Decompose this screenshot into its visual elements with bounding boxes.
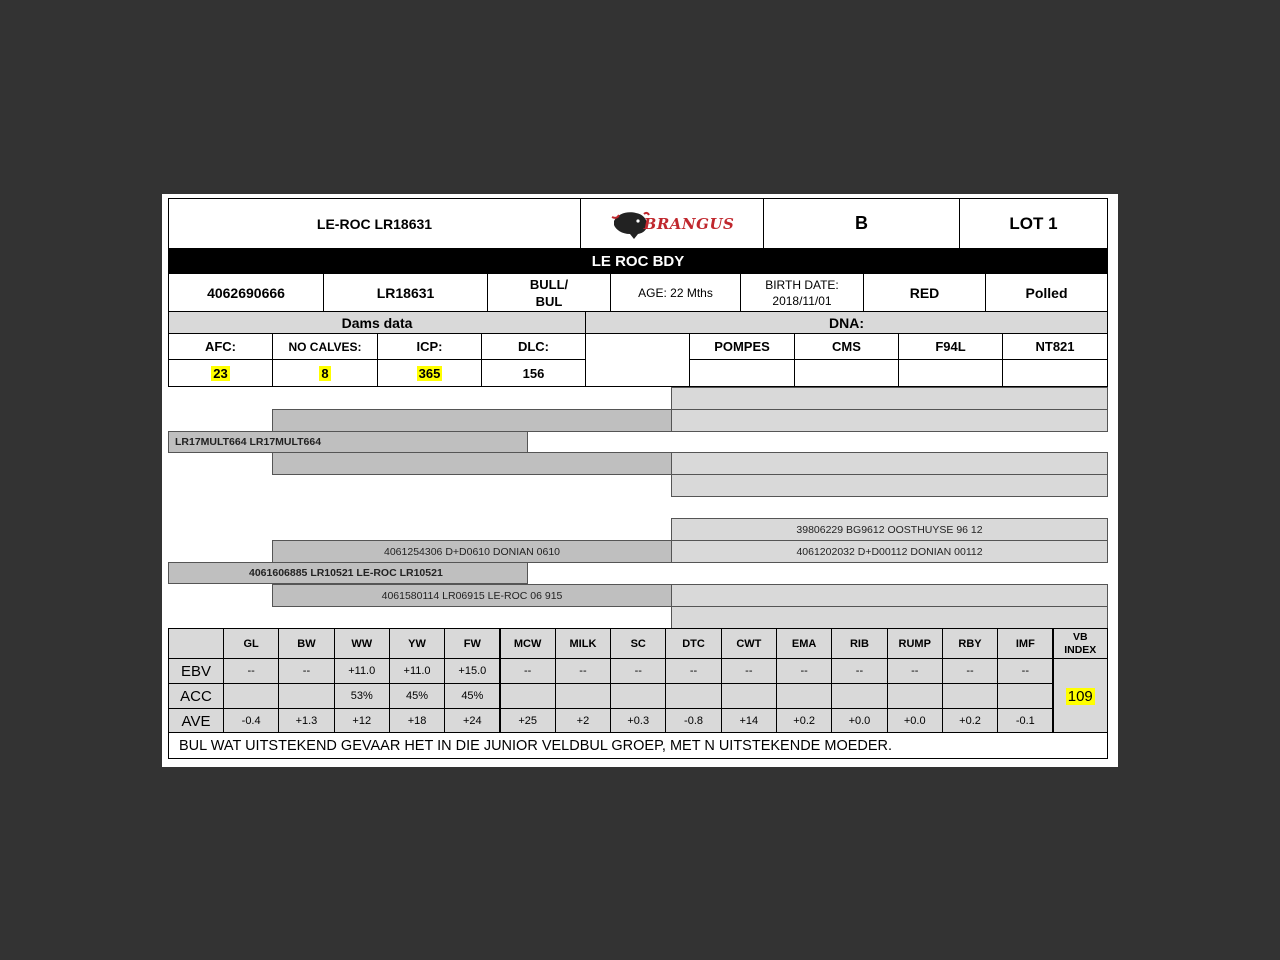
pedigree-sire-sire-dam <box>671 409 1108 432</box>
no-calves-value <box>272 359 378 387</box>
ebv-value <box>942 683 998 709</box>
ebv-value: -- <box>500 658 556 684</box>
ebv-value: +18 <box>389 708 445 734</box>
ebv-value <box>500 683 556 709</box>
pedigree-sire-sire <box>272 409 672 432</box>
sex-line-2: BUL <box>535 293 563 309</box>
ebv-value: +15.0 <box>444 658 500 684</box>
no-calves-value-text: 8 <box>321 365 329 381</box>
ebv-row-label: EBV <box>168 658 224 684</box>
dna-nt821-label: NT821 <box>1002 333 1108 360</box>
ebv-value <box>610 683 666 709</box>
ebv-col-header: MCW <box>500 628 556 659</box>
birth-date-label: BIRTH DATE: <box>765 277 839 292</box>
sex <box>487 273 611 312</box>
ebv-value: -- <box>887 658 943 684</box>
birth-date <box>740 273 864 312</box>
ebv-value: +1.3 <box>278 708 334 734</box>
ebv-value: +14 <box>721 708 777 734</box>
dlc-label: DLC: <box>481 333 586 360</box>
pedigree-dam-sire: 4061254306 D+D0610 DONIAN 0610 <box>272 540 672 563</box>
ebv-value: 45% <box>444 683 500 709</box>
ebv-value: 45% <box>389 683 445 709</box>
ebv-value <box>997 683 1053 709</box>
ebv-col-header: BW <box>278 628 334 659</box>
ebv-value <box>278 683 334 709</box>
animal-name: LE ROC BDY <box>168 248 1108 274</box>
ebv-col-header: RBY <box>942 628 998 659</box>
ebv-value: 53% <box>334 683 390 709</box>
ebv-value <box>665 683 721 709</box>
horn-status: Polled <box>985 273 1108 312</box>
ebv-col-header: IMF <box>997 628 1053 659</box>
ebv-value: +2 <box>555 708 611 734</box>
pedigree-sire: LR17MULT664 LR17MULT664 <box>168 431 528 453</box>
ebv-col-header: WW <box>334 628 390 659</box>
dna-nt821-value <box>1002 359 1108 387</box>
afc-value <box>168 359 273 387</box>
ebv-value: -- <box>665 658 721 684</box>
ebv-value <box>831 683 887 709</box>
pedigree-dam-dam-dam <box>671 606 1108 629</box>
ebv-value: -- <box>776 658 832 684</box>
ebv-value: -- <box>278 658 334 684</box>
ebv-value <box>776 683 832 709</box>
ebv-value: +0.2 <box>776 708 832 734</box>
ebv-value: -- <box>610 658 666 684</box>
ebv-value: -0.4 <box>223 708 279 734</box>
ebv-value: +11.0 <box>389 658 445 684</box>
brangus-logo <box>580 198 764 249</box>
pedigree-dam-sire-dam: 4061202032 D+D00112 DONIAN 00112 <box>671 540 1108 563</box>
tag-number: LR18631 <box>323 273 488 312</box>
dna-header: DNA: <box>585 311 1108 334</box>
afc-label: AFC: <box>168 333 273 360</box>
ebv-value <box>887 683 943 709</box>
ebv-col-header: FW <box>444 628 500 659</box>
ebv-table <box>168 628 1108 733</box>
birth-date-value: 2018/11/01 <box>772 293 832 308</box>
ebv-value: +0.0 <box>887 708 943 734</box>
pedigree-dam-dam-sire <box>671 584 1108 607</box>
dna-blank <box>585 333 690 387</box>
ebv-value: -0.1 <box>997 708 1053 734</box>
ebv-value: -- <box>555 658 611 684</box>
logo-text: BRANGUS <box>643 214 735 233</box>
ebv-col-header: CWT <box>721 628 777 659</box>
ebv-value: +0.2 <box>942 708 998 734</box>
pedigree-sire-dam-dam <box>671 474 1108 497</box>
age: AGE: 22 Mths <box>610 273 741 312</box>
ebv-value: +0.3 <box>610 708 666 734</box>
ebv-col-header: RIB <box>831 628 887 659</box>
ebv-value <box>223 683 279 709</box>
ebv-value: +11.0 <box>334 658 390 684</box>
comment: BUL WAT UITSTEKEND GEVAAR HET IN DIE JUNIOR VELDBUL GROEP, MET N UITSTEKENDE MOEDER. <box>168 732 1108 759</box>
ebv-col-header: MILK <box>555 628 611 659</box>
no-calves-label: NO CALVES: <box>272 333 378 360</box>
pedigree-sire-dam <box>272 452 672 475</box>
ebv-corner <box>168 628 224 659</box>
ebv-value <box>555 683 611 709</box>
ebv-col-header: RUMP <box>887 628 943 659</box>
dna-pompes-value <box>689 359 795 387</box>
registration-number: 4062690666 <box>168 273 324 312</box>
dna-f94l-label: F94L <box>898 333 1003 360</box>
ebv-value: +24 <box>444 708 500 734</box>
vb-index-label-1: VB <box>1072 630 1088 643</box>
ebv-col-header: SC <box>610 628 666 659</box>
dna-cms-value <box>794 359 899 387</box>
pedigree-sire-sire-sire <box>671 387 1108 410</box>
ebv-value: -0.8 <box>665 708 721 734</box>
ebv-col-header: GL <box>223 628 279 659</box>
ebv-value: +25 <box>500 708 556 734</box>
ebv-value: -- <box>721 658 777 684</box>
vb-index-header <box>1053 628 1109 659</box>
pedigree-sire-dam-sire <box>671 452 1108 475</box>
vb-index-label-2: INDEX <box>1064 643 1097 656</box>
grade: B <box>763 198 960 249</box>
pedigree-dam-dam: 4061580114 LR06915 LE-ROC 06 915 <box>272 584 672 607</box>
ebv-value: -- <box>942 658 998 684</box>
pedigree-dam-sire-sire: 39806229 BG9612 OOSTHUYSE 96 12 <box>671 518 1108 541</box>
lot-card <box>162 194 1118 767</box>
lot-number: LOT 1 <box>959 198 1108 249</box>
ebv-value: -- <box>831 658 887 684</box>
dna-cms-label: CMS <box>794 333 899 360</box>
dna-pompes-label: POMPES <box>689 333 795 360</box>
icp-value-text: 365 <box>418 365 441 381</box>
ebv-value: +12 <box>334 708 390 734</box>
ebv-value: +0.0 <box>831 708 887 734</box>
sex-line-1: BULL/ <box>529 276 569 292</box>
ebv-value: -- <box>997 658 1053 684</box>
ebv-col-header: YW <box>389 628 445 659</box>
ebv-value <box>721 683 777 709</box>
vb-index-value-text: 109 <box>1067 687 1093 705</box>
dna-f94l-value <box>898 359 1003 387</box>
ebv-row-label: AVE <box>168 708 224 734</box>
dams-data-header: Dams data <box>168 311 586 334</box>
ebv-col-header: DTC <box>665 628 721 659</box>
vb-index-value <box>1053 658 1109 734</box>
pedigree-dam: 4061606885 LR10521 LE-ROC LR10521 <box>168 562 528 584</box>
icp-label: ICP: <box>377 333 482 360</box>
icp-value <box>377 359 482 387</box>
id-label: LE-ROC LR18631 <box>168 198 581 249</box>
afc-value-text: 23 <box>213 365 228 381</box>
color: RED <box>863 273 986 312</box>
dlc-value: 156 <box>481 359 586 387</box>
ebv-value: -- <box>223 658 279 684</box>
ebv-col-header: EMA <box>776 628 832 659</box>
ebv-row-label: ACC <box>168 683 224 709</box>
